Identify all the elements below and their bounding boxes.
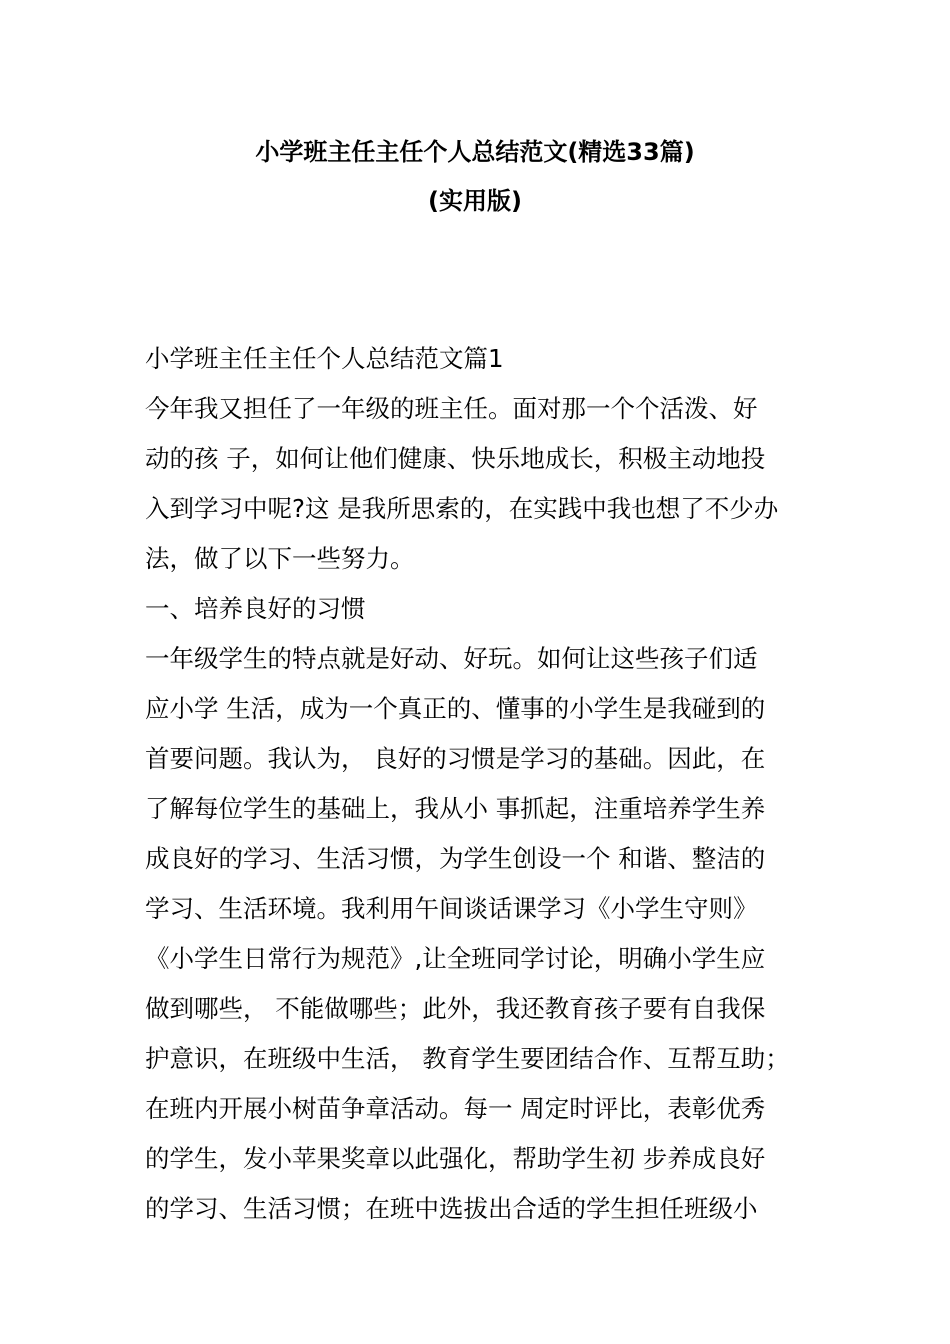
paragraph-line: 成良好的学习、生活习惯，为学生创设一个 和谐、整洁的 [145, 844, 766, 873]
document-title: 小学班主任主任个人总结范文(精选33篇) [255, 138, 695, 166]
paragraph-line: 应小学 生活，成为一个真正的、懂事的小学生是我碰到的 [145, 694, 766, 723]
paragraph-line: 入到学习中呢?这 是我所思索的，在实践中我也想了不少办 [145, 494, 779, 523]
paragraph-line: 法，做了以下一些努力。 [145, 544, 415, 573]
paragraph-line: 了解每位学生的基础上，我从小 事抓起，注重培养学生养 [145, 794, 766, 823]
document-body [145, 334, 845, 1234]
paragraph-line: 的学生，发小苹果奖章以此强化，帮助学生初 步养成良好 [145, 1144, 766, 1173]
paragraph-line: 在班内开展小树苗争章活动。每一 周定时评比，表彰优秀 [145, 1094, 766, 1123]
paragraph-line: 的学习、生活习惯；在班中选拔出合适的学生担任班级小 [145, 1194, 758, 1223]
subsection-heading: 一、培养良好的习惯 [145, 594, 366, 623]
paragraph-line: 动的孩 子，如何让他们健康、快乐地成长，积极主动地投 [145, 444, 766, 473]
paragraph-line: 一年级学生的特点就是好动、好玩。如何让这些孩子们适 [145, 644, 758, 673]
paragraph-line: 《小学生日常行为规范》,让全班同学讨论，明确小学生应 [145, 944, 766, 973]
paragraph-line: 护意识，在班级中生活， 教育学生要团结合作、互帮互助； [145, 1044, 790, 1073]
paragraph-line: 学习、生活环境。我利用午间谈话课学习《小学生守则》 [145, 894, 758, 923]
section-heading: 小学班主任主任个人总结范文篇1 [145, 344, 504, 373]
paragraph-line: 首要问题。我认为， 良好的习惯是学习的基础。因此，在 [145, 744, 766, 773]
paragraph-line: 今年我又担任了一年级的班主任。面对那一个个活泼、好 [145, 394, 758, 423]
document-subtitle: (实用版) [428, 187, 522, 215]
paragraph-line: 做到哪些， 不能做哪些；此外，我还教育孩子要有自我保 [145, 994, 766, 1023]
